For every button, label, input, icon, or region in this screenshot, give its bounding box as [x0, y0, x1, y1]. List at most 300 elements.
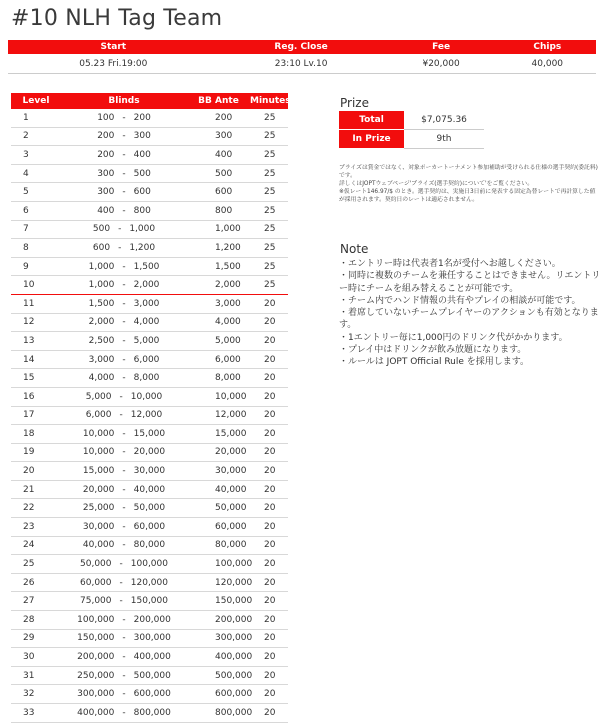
blind-level-row — [11, 480, 288, 499]
big-blind-value: 50,000 — [133, 503, 166, 514]
blinds-header-row — [11, 93, 288, 109]
blind-level-row — [11, 462, 288, 481]
prize-inprize-value: 9th — [404, 130, 484, 149]
minutes-cell: 25 — [250, 109, 288, 127]
big-blind-value: 10,000 — [130, 391, 163, 402]
info-header-fee: Fee — [432, 42, 451, 52]
blind-level-row — [11, 276, 288, 295]
blinds-cell — [61, 480, 187, 499]
blinds-cell — [61, 666, 187, 685]
small-blind-value: 2,000 — [88, 317, 115, 328]
blind-level-row — [11, 425, 288, 444]
minutes-cell: 25 — [250, 201, 288, 220]
blind-level-row — [11, 127, 288, 146]
level-cell: 1 — [11, 109, 61, 127]
note-item: ・エントリー時は代表者1名が受付へお越しください。 — [339, 259, 561, 269]
note-heading: Note — [340, 242, 369, 256]
blinds-cell — [61, 183, 187, 202]
blinds-cell — [61, 146, 187, 165]
blinds-cell — [61, 499, 187, 518]
big-blind-value: 400 — [133, 149, 151, 160]
big-blind-value: 60,000 — [133, 521, 166, 532]
minutes-cell: 25 — [250, 220, 288, 239]
blinds-separator: - — [118, 224, 122, 235]
small-blind-value: 2,500 — [88, 335, 115, 346]
blinds-cell — [61, 611, 187, 630]
bb-ante-cell: 20,000 — [187, 443, 250, 462]
level-cell: 30 — [11, 648, 61, 667]
blinds-header-level: Level — [22, 96, 50, 106]
blinds-separator: - — [122, 633, 126, 644]
blind-level-row — [11, 109, 288, 127]
info-fee-value: ¥20,000 — [384, 54, 499, 74]
blind-level-row — [11, 648, 288, 667]
level-cell: 17 — [11, 406, 61, 425]
minutes-cell: 20 — [250, 536, 288, 555]
level-cell: 29 — [11, 629, 61, 648]
blinds-separator: - — [119, 577, 123, 588]
note-item: ・1エントリー毎に1,000円のドリンク代がかかります。 — [339, 332, 568, 343]
big-blind-value: 500,000 — [133, 670, 171, 681]
minutes-cell: 20 — [250, 313, 288, 332]
blind-level-row — [11, 164, 288, 183]
blind-level-row — [11, 332, 288, 351]
bb-ante-cell: 1,200 — [187, 239, 250, 258]
blinds-cell — [61, 443, 187, 462]
note-item: ・プレイ中はドリンクが飲み放題になります。 — [339, 345, 527, 356]
bb-ante-cell: 600 — [187, 183, 250, 202]
blinds-cell — [61, 518, 187, 537]
blind-level-row — [11, 257, 288, 276]
prize-inprize-row — [339, 130, 484, 149]
big-blind-value: 800 — [133, 205, 151, 216]
prize-inprize-label: In Prize — [339, 130, 404, 149]
blinds-separator: - — [122, 131, 126, 142]
level-cell: 14 — [11, 350, 61, 369]
minutes-cell: 20 — [250, 666, 288, 685]
bb-ante-cell: 12,000 — [187, 406, 250, 425]
level-cell: 19 — [11, 443, 61, 462]
level-cell: 12 — [11, 313, 61, 332]
big-blind-value: 6,000 — [133, 354, 160, 365]
prize-notes — [339, 164, 601, 204]
blinds-cell — [61, 462, 187, 481]
blinds-cell — [61, 220, 187, 239]
blinds-cell — [61, 425, 187, 444]
note-item: ・同時に複数のチームを兼任することはできません。リエントリー時にチームを組み替えることが可能です。 — [339, 271, 601, 294]
level-cell: 15 — [11, 369, 61, 388]
small-blind-value: 600 — [92, 242, 111, 253]
small-blind-value: 40,000 — [82, 540, 115, 551]
blind-level-row — [11, 239, 288, 258]
blinds-separator: - — [122, 187, 126, 198]
big-blind-value: 3,000 — [133, 298, 160, 309]
bb-ante-cell: 8,000 — [187, 369, 250, 388]
small-blind-value: 60,000 — [80, 577, 112, 588]
small-blind-value: 5,000 — [85, 391, 112, 402]
level-cell: 9 — [11, 257, 61, 276]
level-cell: 10 — [11, 276, 61, 295]
blinds-separator: - — [122, 670, 126, 681]
big-blind-value: 1,000 — [129, 224, 156, 235]
tournament-info-table — [8, 40, 596, 74]
blinds-cell — [61, 573, 187, 592]
level-cell: 24 — [11, 536, 61, 555]
small-blind-value: 10,000 — [82, 428, 115, 439]
blinds-separator: - — [122, 354, 126, 365]
info-chips-value: 40,000 — [499, 54, 596, 74]
prize-total-value: $7,075.36 — [404, 111, 484, 130]
bb-ante-cell: 500,000 — [187, 666, 250, 685]
level-cell: 33 — [11, 704, 61, 723]
level-cell: 2 — [11, 127, 61, 146]
small-blind-value: 4,000 — [88, 373, 115, 384]
small-blind-value: 300,000 — [77, 689, 115, 700]
level-cell: 8 — [11, 239, 61, 258]
level-cell: 32 — [11, 685, 61, 704]
big-blind-value: 400,000 — [133, 652, 171, 663]
blinds-cell — [61, 239, 187, 258]
minutes-cell: 20 — [250, 685, 288, 704]
bb-ante-cell: 30,000 — [187, 462, 250, 481]
big-blind-value: 8,000 — [133, 373, 160, 384]
minutes-cell: 25 — [250, 276, 288, 295]
big-blind-value: 30,000 — [133, 466, 166, 477]
bb-ante-cell: 60,000 — [187, 518, 250, 537]
blinds-cell — [61, 648, 187, 667]
prize-note-line: ※仮レート146.97/$ のとき。選手契約は、実施日3日前に発表する固定為替レートで再計算した値が採用されます。契約日のレートは適応されません。 — [339, 189, 596, 203]
big-blind-value: 15,000 — [133, 428, 166, 439]
blinds-separator: - — [122, 205, 126, 216]
minutes-cell: 20 — [250, 629, 288, 648]
bb-ante-cell: 100,000 — [187, 555, 250, 574]
info-header-start: Start — [100, 42, 127, 52]
level-cell: 26 — [11, 573, 61, 592]
blinds-cell — [61, 201, 187, 220]
minutes-cell: 20 — [250, 425, 288, 444]
blind-level-row — [11, 685, 288, 704]
minutes-cell: 20 — [250, 611, 288, 630]
big-blind-value: 4,000 — [133, 317, 160, 328]
blind-level-row — [11, 201, 288, 220]
prize-note-line: プライズは賞金ではなく、対象ポーカートーナメント参加補助が受けられる仕様の選手契約(委託料)です。 — [339, 165, 598, 179]
small-blind-value: 200 — [97, 131, 115, 142]
minutes-cell: 20 — [250, 648, 288, 667]
blinds-cell — [61, 536, 187, 555]
minutes-cell: 20 — [250, 332, 288, 351]
blinds-separator: - — [119, 391, 123, 402]
blind-level-row — [11, 704, 288, 723]
blinds-cell — [61, 332, 187, 351]
big-blind-value: 200 — [133, 112, 151, 123]
blind-level-row — [11, 666, 288, 685]
blinds-separator: - — [122, 168, 126, 179]
level-cell: 22 — [11, 499, 61, 518]
blind-level-row — [11, 294, 288, 313]
big-blind-value: 300,000 — [133, 633, 171, 644]
blinds-separator: - — [122, 317, 126, 328]
bb-ante-cell: 15,000 — [187, 425, 250, 444]
big-blind-value: 5,000 — [133, 335, 160, 346]
minutes-cell: 20 — [250, 480, 288, 499]
small-blind-value: 100 — [97, 112, 115, 123]
blinds-separator: - — [122, 503, 126, 514]
level-cell: 31 — [11, 666, 61, 685]
blinds-separator: - — [122, 447, 126, 458]
bb-ante-cell: 5,000 — [187, 332, 250, 351]
big-blind-value: 200,000 — [133, 614, 171, 625]
blinds-separator: - — [122, 484, 126, 495]
blind-level-row — [11, 220, 288, 239]
minutes-cell: 20 — [250, 406, 288, 425]
small-blind-value: 300 — [97, 187, 115, 198]
small-blind-value: 1,000 — [88, 261, 115, 272]
minutes-cell: 25 — [250, 146, 288, 165]
bb-ante-cell: 40,000 — [187, 480, 250, 499]
blinds-separator: - — [122, 652, 126, 663]
level-cell: 13 — [11, 332, 61, 351]
bb-ante-cell: 3,000 — [187, 294, 250, 313]
blinds-separator: - — [119, 410, 123, 421]
bb-ante-cell: 500 — [187, 164, 250, 183]
small-blind-value: 300 — [97, 168, 115, 179]
info-header-reg-close: Reg. Close — [274, 42, 328, 52]
level-cell: 18 — [11, 425, 61, 444]
blinds-cell — [61, 406, 187, 425]
level-cell: 3 — [11, 146, 61, 165]
bb-ante-cell: 10,000 — [187, 387, 250, 406]
bb-ante-cell: 800,000 — [187, 704, 250, 723]
note-item: ・ルールは JOPT Official Rule を採用します。 — [339, 357, 530, 368]
blinds-separator: - — [119, 596, 123, 607]
level-cell: 4 — [11, 164, 61, 183]
info-reg-close-value: 23:10 Lv.10 — [219, 54, 384, 74]
blinds-header-bb-ante: BB Ante — [198, 96, 239, 106]
blinds-separator: - — [119, 559, 123, 570]
minutes-cell: 20 — [250, 518, 288, 537]
blinds-separator: - — [122, 614, 126, 625]
blinds-cell — [61, 294, 187, 313]
big-blind-value: 80,000 — [133, 540, 166, 551]
blind-level-row — [11, 183, 288, 202]
bb-ante-cell: 200,000 — [187, 611, 250, 630]
blinds-separator: - — [122, 112, 126, 123]
big-blind-value: 500 — [133, 168, 151, 179]
bb-ante-cell: 120,000 — [187, 573, 250, 592]
level-cell: 20 — [11, 462, 61, 481]
level-cell: 21 — [11, 480, 61, 499]
big-blind-value: 150,000 — [130, 596, 168, 607]
minutes-cell: 20 — [250, 443, 288, 462]
bb-ante-cell: 50,000 — [187, 499, 250, 518]
small-blind-value: 1,000 — [88, 280, 115, 291]
blinds-separator: - — [122, 466, 126, 477]
minutes-cell: 25 — [250, 239, 288, 258]
blinds-cell — [61, 369, 187, 388]
small-blind-value: 75,000 — [80, 596, 112, 607]
minutes-cell: 20 — [250, 592, 288, 611]
blinds-header-minutes: Minutes — [250, 96, 291, 106]
big-blind-value: 12,000 — [130, 410, 163, 421]
small-blind-value: 100,000 — [77, 614, 115, 625]
level-cell: 5 — [11, 183, 61, 202]
blinds-separator: - — [122, 428, 126, 439]
bb-ante-cell: 300 — [187, 127, 250, 146]
blinds-separator: - — [122, 149, 126, 160]
blinds-separator: - — [122, 521, 126, 532]
prize-heading: Prize — [340, 96, 369, 110]
level-cell: 7 — [11, 220, 61, 239]
note-item: ・着席していないチームプレイヤーのアクションも有効となります。 — [339, 308, 599, 331]
blinds-separator: - — [122, 373, 126, 384]
bb-ante-cell: 2,000 — [187, 276, 250, 295]
prize-total-row — [339, 111, 484, 130]
minutes-cell: 25 — [250, 257, 288, 276]
bb-ante-cell: 4,000 — [187, 313, 250, 332]
info-header-chips: Chips — [533, 42, 562, 52]
bb-ante-cell: 1,000 — [187, 220, 250, 239]
big-blind-value: 1,200 — [129, 242, 156, 253]
blind-level-row — [11, 313, 288, 332]
level-cell: 23 — [11, 518, 61, 537]
blind-level-row — [11, 536, 288, 555]
bb-ante-cell: 600,000 — [187, 685, 250, 704]
bb-ante-cell: 6,000 — [187, 350, 250, 369]
info-value-row — [8, 54, 596, 74]
small-blind-value: 400,000 — [77, 707, 115, 718]
blind-level-row — [11, 629, 288, 648]
blinds-cell — [61, 257, 187, 276]
blind-level-row — [11, 555, 288, 574]
minutes-cell: 25 — [250, 183, 288, 202]
blind-level-row — [11, 350, 288, 369]
blinds-cell — [61, 387, 187, 406]
blind-level-row — [11, 369, 288, 388]
blinds-cell — [61, 592, 187, 611]
small-blind-value: 3,000 — [88, 354, 115, 365]
level-cell: 11 — [11, 294, 61, 313]
blind-structure-table — [11, 93, 291, 723]
blinds-cell — [61, 127, 187, 146]
blinds-separator: - — [122, 298, 126, 309]
small-blind-value: 20,000 — [82, 484, 115, 495]
small-blind-value: 50,000 — [80, 559, 112, 570]
prize-note-line: 詳しくはJOPTウェブページ'プライズ(選手契約)について'をご覧ください。 — [339, 181, 533, 187]
small-blind-value: 1,500 — [88, 298, 115, 309]
blind-level-row — [11, 406, 288, 425]
small-blind-value: 200 — [97, 149, 115, 160]
page-title: #10 NLH Tag Team — [11, 6, 223, 31]
blinds-cell — [61, 109, 187, 127]
blinds-cell — [61, 276, 187, 295]
small-blind-value: 15,000 — [82, 466, 115, 477]
blind-level-row — [11, 573, 288, 592]
blind-level-row — [11, 146, 288, 165]
level-cell: 28 — [11, 611, 61, 630]
minutes-cell: 20 — [250, 369, 288, 388]
small-blind-value: 30,000 — [82, 521, 115, 532]
minutes-cell: 20 — [250, 350, 288, 369]
minutes-cell: 20 — [250, 573, 288, 592]
blinds-separator: - — [122, 540, 126, 551]
bb-ante-cell: 200 — [187, 109, 250, 127]
level-cell: 25 — [11, 555, 61, 574]
blinds-cell — [61, 555, 187, 574]
minutes-cell: 25 — [250, 164, 288, 183]
blinds-cell — [61, 629, 187, 648]
blinds-separator: - — [118, 242, 122, 253]
level-cell: 6 — [11, 201, 61, 220]
small-blind-value: 200,000 — [77, 652, 115, 663]
bb-ante-cell: 400,000 — [187, 648, 250, 667]
blind-level-row — [11, 592, 288, 611]
bb-ante-cell: 400 — [187, 146, 250, 165]
big-blind-value: 2,000 — [133, 280, 160, 291]
info-start-value: 05.23 Fri.19:00 — [8, 54, 219, 74]
bb-ante-cell: 800 — [187, 201, 250, 220]
big-blind-value: 120,000 — [130, 577, 168, 588]
blinds-cell — [61, 164, 187, 183]
blinds-separator: - — [122, 707, 126, 718]
big-blind-value: 1,500 — [133, 261, 160, 272]
small-blind-value: 150,000 — [77, 633, 115, 644]
blinds-separator: - — [122, 335, 126, 346]
minutes-cell: 20 — [250, 499, 288, 518]
blinds-separator: - — [122, 261, 126, 272]
small-blind-value: 250,000 — [77, 670, 115, 681]
big-blind-value: 40,000 — [133, 484, 166, 495]
level-cell: 27 — [11, 592, 61, 611]
small-blind-value: 10,000 — [82, 447, 115, 458]
info-header-row — [8, 40, 596, 54]
minutes-cell: 20 — [250, 555, 288, 574]
blind-level-row — [11, 518, 288, 537]
big-blind-value: 600,000 — [133, 689, 171, 700]
big-blind-value: 600 — [133, 187, 151, 198]
bb-ante-cell: 1,500 — [187, 257, 250, 276]
blinds-header-blinds: Blinds — [108, 96, 140, 106]
note-list — [339, 258, 601, 369]
small-blind-value: 25,000 — [82, 503, 115, 514]
big-blind-value: 100,000 — [130, 559, 168, 570]
big-blind-value: 300 — [133, 131, 151, 142]
blind-level-row — [11, 611, 288, 630]
prize-total-label: Total — [339, 111, 404, 130]
blinds-cell — [61, 350, 187, 369]
big-blind-value: 20,000 — [133, 447, 166, 458]
blind-level-row — [11, 499, 288, 518]
small-blind-value: 6,000 — [85, 410, 112, 421]
prize-table — [339, 111, 484, 149]
minutes-cell: 20 — [250, 387, 288, 406]
blind-level-row — [11, 387, 288, 406]
blinds-separator: - — [122, 689, 126, 700]
note-item: ・チーム内でハンド情報の共有やプレイの相談が可能です。 — [339, 295, 581, 306]
blind-level-row — [11, 443, 288, 462]
blinds-cell — [61, 685, 187, 704]
minutes-cell: 25 — [250, 127, 288, 146]
minutes-cell: 20 — [250, 294, 288, 313]
big-blind-value: 800,000 — [133, 707, 171, 718]
bb-ante-cell: 300,000 — [187, 629, 250, 648]
blinds-cell — [61, 704, 187, 723]
minutes-cell: 20 — [250, 704, 288, 723]
bb-ante-cell: 150,000 — [187, 592, 250, 611]
blinds-cell — [61, 313, 187, 332]
minutes-cell: 20 — [250, 462, 288, 481]
blinds-separator: - — [122, 280, 126, 291]
small-blind-value: 400 — [97, 205, 115, 216]
